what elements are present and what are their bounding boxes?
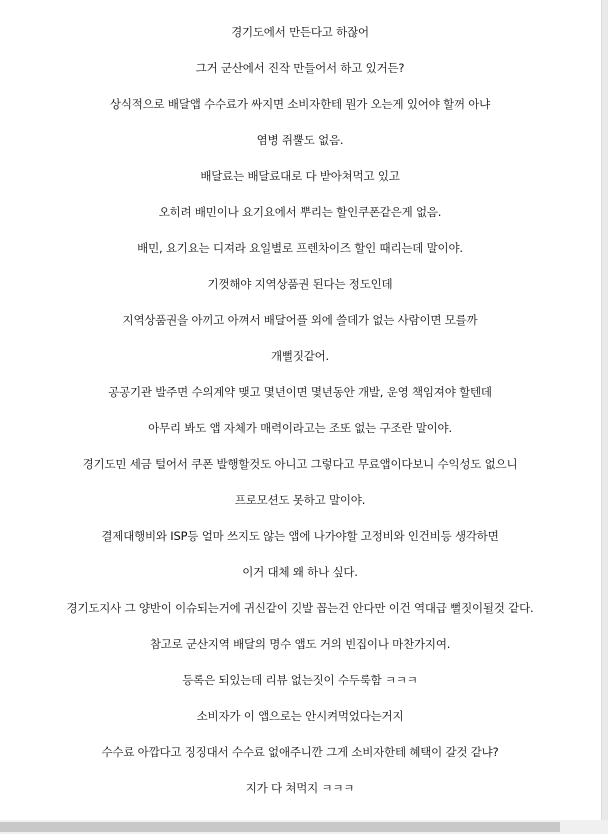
post-line: 지가 다 쳐먹지 ㅋㅋㅋ [245,781,355,795]
post-line: 경기도에서 만든다고 하잖어 [231,25,369,39]
horizontal-scrollbar-thumb[interactable] [0,822,560,832]
post-line: 오히려 배민이나 요기요에서 뿌리는 할인쿠폰같은게 없음. [158,205,442,219]
vertical-scrollbar[interactable] [601,0,608,820]
post-line: 프로모션도 못하고 말이야. [234,493,366,507]
post-line: 결제대행비와 ISP등 얼마 쓰지도 않는 앱에 나가야할 고정비와 인건비등 생각하면 [101,529,499,543]
post-line: 공공기관 발주면 수의계약 맺고 몇년이면 몇년동안 개발, 운영 책임져야 할텐데 [108,385,492,399]
post-line: 지역상품권을 아끼고 아껴서 배달어플 외에 쓸데가 없는 사람이면 모를까 [122,313,478,327]
post-line: 참고로 군산지역 배달의 명수 앱도 거의 빈집이나 마찬가지여. [149,637,451,651]
post-line: 경기도지사 그 양반이 이슈되는거에 귀신같이 깃발 꼽는건 안다만 이건 역대급 뻘짓이될것 같다. [66,601,534,615]
post-line: 그거 군산에서 진작 만들어서 하고 있거든? [195,61,405,75]
post-line: 배달료는 배달료대로 다 받아쳐먹고 있고 [200,169,400,183]
post-line: 개뻘짓같어. [271,349,329,363]
post-line: 수수료 아깝다고 징징대서 수수료 없애주니깐 그게 소비자한테 혜택이 갈것 같냐? [101,745,499,759]
post-line: 아무리 봐도 앱 자체가 매력이라고는 조또 없는 구조란 말이야. [148,421,452,435]
post-line: 소비자가 이 앱으로는 안시켜먹었다는거지 [196,709,404,723]
post-line: 상식적으로 배달앱 수수료가 싸지면 소비자한테 뭔가 오는게 있어야 할꺼 아냐 [109,97,491,111]
post-line: 경기도민 세금 털어서 쿠폰 발행할것도 아니고 그렇다고 무료앱이다보니 수익성도 없으니 [82,457,518,471]
post-line: 배민, 요기요는 디져라 요일별로 프렌차이즈 할인 때리는데 말이야. [137,241,463,255]
post-line: 기껏해야 지역상품권 된다는 정도인데 [207,277,393,291]
post-line: 염병 쥐뿔도 없음. [256,133,344,147]
post-line: 등록은 되있는데 리뷰 없는짓이 수두룩함 ㅋㅋㅋ [182,673,418,687]
horizontal-scrollbar[interactable] [0,820,608,834]
post-line: 이거 대체 왜 하나 싶다. [242,565,358,579]
